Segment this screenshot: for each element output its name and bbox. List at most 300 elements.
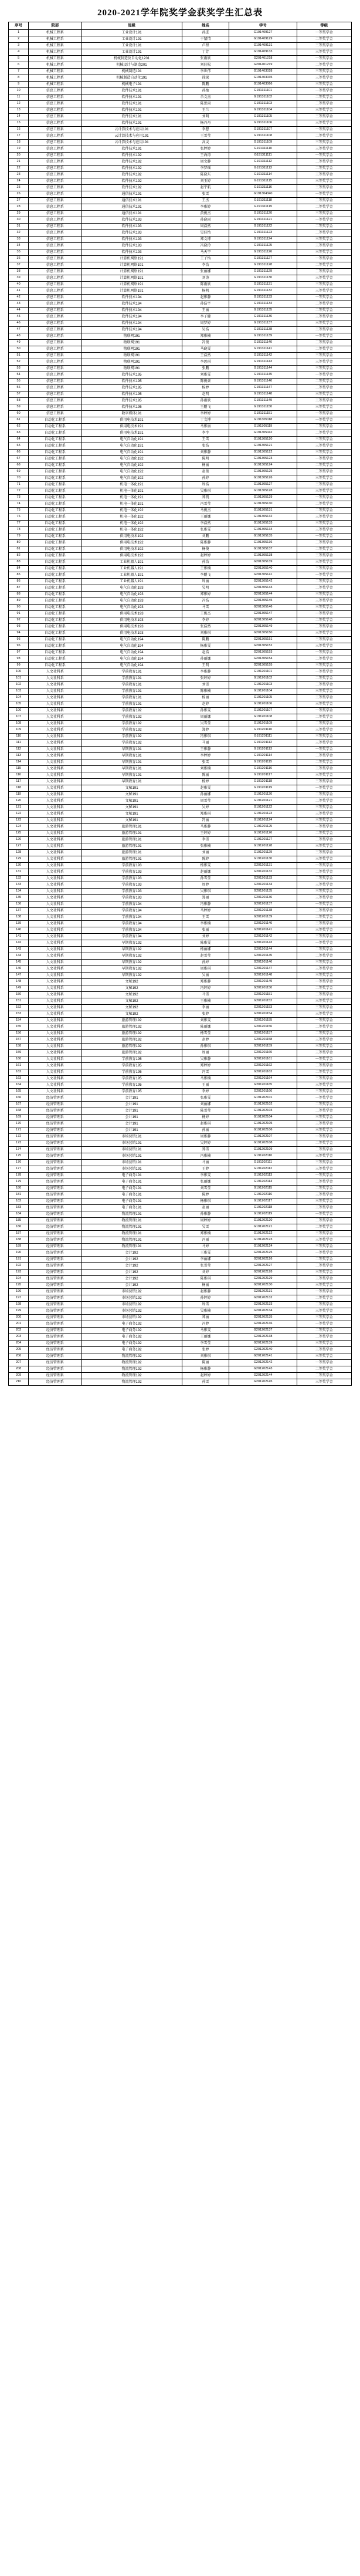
cell-grade: 三等奖学金 — [297, 856, 351, 863]
cell-grade: 三等奖学金 — [297, 882, 351, 889]
cell-class: 软件技术195 — [81, 398, 182, 404]
cell-class: 文秘191 — [81, 785, 182, 792]
cell-name: 王兰 — [182, 107, 229, 114]
table-row — [9, 1257, 352, 1263]
cell-index: 139 — [9, 921, 29, 927]
cell-grade: 三等奖学金 — [297, 1160, 351, 1166]
cell-student-id: G201202131 — [229, 1289, 297, 1295]
cell-class: 市场营销192 — [81, 1289, 182, 1295]
cell-class: 物流管理191 — [81, 1231, 182, 1237]
cell-class: 电气自动化192 — [81, 475, 182, 482]
cell-student-id: G191409129 — [229, 36, 297, 43]
cell-name: 吴雅楠 — [182, 1308, 229, 1315]
cell-name: 周婷婷 — [182, 1218, 229, 1224]
cell-index: 92 — [9, 617, 29, 624]
cell-grade: 二等奖学金 — [297, 721, 351, 727]
table-row — [9, 605, 352, 611]
cell-department: 经济管理系 — [29, 1127, 81, 1134]
cell-student-id: G201201140 — [229, 921, 297, 927]
table-row — [9, 295, 352, 301]
cell-department: 信息工程系 — [29, 282, 81, 288]
cell-student-id: G191305120 — [229, 437, 297, 443]
cell-department: 自动化工程系 — [29, 534, 81, 540]
table-row — [9, 1018, 352, 1024]
cell-name: 郑雅楠 — [182, 1231, 229, 1237]
cell-class: 早期教育192 — [81, 947, 182, 953]
cell-class: 通信技术191 — [81, 204, 182, 211]
cell-name: 孙雨欣 — [182, 398, 229, 404]
cell-class: 供用电技术193 — [81, 617, 182, 624]
cell-index: 149 — [9, 985, 29, 992]
cell-index: 208 — [9, 1366, 29, 1373]
cell-index: 15 — [9, 120, 29, 127]
cell-class: 软件技术191 — [81, 114, 182, 120]
cell-student-id: G201201141 — [229, 927, 297, 934]
cell-index: 86 — [9, 579, 29, 585]
cell-class: 学前教育195 — [81, 1056, 182, 1063]
cell-name: 马雪 — [182, 605, 229, 611]
cell-student-id: G191201109 — [229, 721, 297, 727]
cell-student-id: G191311151 — [229, 411, 297, 417]
cell-student-id: G191202122 — [229, 1231, 297, 1237]
cell-index: 103 — [9, 688, 29, 695]
cell-department: 经济管理系 — [29, 1250, 81, 1257]
cell-department: 人文社科系 — [29, 766, 81, 772]
cell-class: 电子商务191 — [81, 1205, 182, 1211]
cell-department: 人文社科系 — [29, 1044, 81, 1050]
cell-class: 软件技术195 — [81, 385, 182, 391]
cell-class: 软件技术192 — [81, 166, 182, 172]
cell-department: 人文社科系 — [29, 811, 81, 818]
table-row — [9, 372, 352, 379]
table-row — [9, 650, 352, 656]
table-row — [9, 953, 352, 960]
cell-grade: 二等奖学金 — [297, 985, 351, 992]
cell-name: 张雨欣 — [182, 56, 229, 62]
cell-student-id: G191201121 — [229, 798, 297, 805]
cell-student-id: G191311150 — [229, 404, 297, 411]
cell-index: 172 — [9, 1134, 29, 1140]
cell-name: 李宇 — [182, 430, 229, 437]
cell-student-id: G191201104 — [229, 688, 297, 695]
cell-index: 102 — [9, 682, 29, 688]
cell-department: 人文社科系 — [29, 966, 81, 973]
cell-name: 吴浩 — [182, 327, 229, 333]
cell-department: 经济管理系 — [29, 1140, 81, 1147]
cell-department: 信息工程系 — [29, 140, 81, 146]
cell-name: 马晓雯 — [182, 346, 229, 353]
table-row — [9, 153, 352, 159]
cell-name: 王雅楠 — [182, 998, 229, 1005]
cell-class: 学前教育194 — [81, 921, 182, 927]
cell-department: 自动化工程系 — [29, 643, 81, 650]
cell-grade: 一等奖学金 — [297, 979, 351, 985]
table-row — [9, 734, 352, 740]
cell-index: 185 — [9, 1218, 29, 1224]
table-row — [9, 82, 352, 88]
cell-class: 物流管理191 — [81, 1244, 182, 1250]
cell-class: 文秘191 — [81, 798, 182, 805]
cell-index: 106 — [9, 708, 29, 714]
cell-student-id: G191409133 — [229, 49, 297, 56]
cell-student-id: G191202103 — [229, 1108, 297, 1115]
cell-department: 人文社科系 — [29, 869, 81, 876]
cell-class: 工业设计191 — [81, 30, 182, 36]
cell-class: 物流管理192 — [81, 1366, 182, 1373]
cell-index: 58 — [9, 398, 29, 404]
table-row — [9, 1024, 352, 1031]
cell-index: 17 — [9, 133, 29, 140]
cell-class: 文秘192 — [81, 985, 182, 992]
cell-grade: 三等奖学金 — [297, 185, 351, 191]
cell-index: 165 — [9, 1089, 29, 1095]
cell-student-id: G191201117 — [229, 772, 297, 779]
cell-index: 161 — [9, 1063, 29, 1069]
table-row — [9, 1102, 352, 1108]
cell-department: 人文社科系 — [29, 779, 81, 785]
cell-class: 供用电技术193 — [81, 611, 182, 617]
cell-student-id: G191201125 — [229, 824, 297, 830]
scholarship-table — [8, 22, 352, 1386]
cell-student-id: G191201130 — [229, 856, 297, 863]
cell-index: 113 — [9, 753, 29, 759]
cell-grade: 一等奖学金 — [297, 217, 351, 224]
cell-index: 67 — [9, 456, 29, 462]
cell-index: 45 — [9, 314, 29, 320]
cell-grade: 三等奖学金 — [297, 140, 351, 146]
cell-index: 98 — [9, 656, 29, 663]
cell-grade: 三等奖学金 — [297, 1205, 351, 1211]
cell-class: 学前教育191 — [81, 676, 182, 682]
cell-student-id: G191305134 — [229, 527, 297, 534]
cell-name: 张浩 — [182, 443, 229, 450]
cell-class: 学前教育191 — [81, 695, 182, 701]
cell-student-id: G201202137 — [229, 1328, 297, 1334]
cell-department: 经济管理系 — [29, 1263, 81, 1270]
cell-student-id: G191305125 — [229, 469, 297, 475]
cell-class: 计算机网络191 — [81, 262, 182, 269]
cell-class: 学前教育194 — [81, 902, 182, 908]
cell-grade: 二等奖学金 — [297, 1102, 351, 1108]
cell-index: 174 — [9, 1147, 29, 1153]
cell-class: 文秘192 — [81, 1005, 182, 1011]
cell-class: 电气自动化191 — [81, 437, 182, 443]
cell-grade: 三等奖学金 — [297, 475, 351, 482]
cell-index: 169 — [9, 1115, 29, 1121]
cell-grade: 二等奖学金 — [297, 1224, 351, 1231]
cell-department: 经济管理系 — [29, 1153, 81, 1160]
cell-name: 陈鹏 — [182, 82, 229, 88]
cell-name: 杨丽 — [182, 1282, 229, 1289]
cell-grade: 三等奖学金 — [297, 1166, 351, 1173]
cell-department: 经济管理系 — [29, 1366, 81, 1373]
cell-index: 90 — [9, 605, 29, 611]
cell-class: 物联网191 — [81, 340, 182, 346]
cell-department: 信息工程系 — [29, 146, 81, 153]
cell-student-id: G201202134 — [229, 1308, 297, 1315]
cell-department: 信息工程系 — [29, 320, 81, 327]
cell-index: 179 — [9, 1179, 29, 1186]
cell-name: 王俊杰 — [182, 611, 229, 617]
cell-name: 李雅静 — [182, 669, 229, 676]
cell-student-id: G191201113 — [229, 747, 297, 753]
table-row — [9, 1011, 352, 1018]
cell-index: 42 — [9, 295, 29, 301]
cell-index: 53 — [9, 366, 29, 372]
cell-student-id: G191201115 — [229, 759, 297, 766]
table-row — [9, 837, 352, 843]
cell-grade: 一等奖学金 — [297, 534, 351, 540]
cell-student-id: G191311125 — [229, 243, 297, 249]
cell-department: 信息工程系 — [29, 159, 81, 166]
cell-class: 机电一体化192 — [81, 527, 182, 534]
cell-index: 66 — [9, 450, 29, 456]
cell-index: 117 — [9, 779, 29, 785]
cell-name: 吴明 — [182, 585, 229, 592]
cell-department: 机械工程系 — [29, 36, 81, 43]
cell-department: 经济管理系 — [29, 1160, 81, 1166]
cell-student-id: G201201138 — [229, 908, 297, 914]
cell-grade: 三等奖学金 — [297, 960, 351, 966]
cell-department: 经济管理系 — [29, 1218, 81, 1224]
cell-class: 文秘192 — [81, 992, 182, 998]
cell-department: 信息工程系 — [29, 230, 81, 237]
column-header-grade: 等级 — [297, 22, 351, 30]
table-row — [9, 282, 352, 288]
cell-grade: 三等奖学金 — [297, 282, 351, 288]
cell-department: 信息工程系 — [29, 404, 81, 411]
cell-index: 181 — [9, 1192, 29, 1198]
cell-grade: 二等奖学金 — [297, 198, 351, 204]
cell-index: 203 — [9, 1334, 29, 1341]
cell-grade: 三等奖学金 — [297, 404, 351, 411]
cell-grade: 二等奖学金 — [297, 133, 351, 140]
cell-student-id: G191305131 — [229, 508, 297, 514]
cell-department: 信息工程系 — [29, 133, 81, 140]
cell-department: 信息工程系 — [29, 94, 81, 101]
cell-index: 182 — [9, 1198, 29, 1205]
cell-index: 8 — [9, 75, 29, 82]
table-row — [9, 417, 352, 424]
cell-student-id: G191305127 — [229, 482, 297, 488]
cell-department: 信息工程系 — [29, 411, 81, 417]
cell-index: 48 — [9, 333, 29, 340]
table-row — [9, 727, 352, 734]
cell-class: 旅游管理191 — [81, 843, 182, 850]
cell-department: 人文社科系 — [29, 830, 81, 837]
cell-department: 自动化工程系 — [29, 495, 81, 501]
table-row — [9, 656, 352, 663]
cell-department: 信息工程系 — [29, 269, 81, 275]
cell-student-id: G191202109 — [229, 1147, 297, 1153]
cell-grade: 三等奖学金 — [297, 1044, 351, 1050]
cell-class: 旅游管理191 — [81, 824, 182, 830]
cell-index: 202 — [9, 1328, 29, 1334]
cell-index: 200 — [9, 1315, 29, 1321]
table-row — [9, 1121, 352, 1127]
cell-department: 人文社科系 — [29, 953, 81, 960]
cell-grade: 二等奖学金 — [297, 1334, 351, 1341]
cell-department: 经济管理系 — [29, 1302, 81, 1308]
cell-department: 经济管理系 — [29, 1166, 81, 1173]
cell-name: 李雅婷 — [182, 204, 229, 211]
cell-grade: 三等奖学金 — [297, 637, 351, 643]
cell-class: 学前教育195 — [81, 1089, 182, 1095]
cell-name: 吴佳怡 — [182, 230, 229, 237]
cell-student-id: G191311129 — [229, 269, 297, 275]
cell-index: 28 — [9, 204, 29, 211]
cell-student-id: G201305152 — [229, 643, 297, 650]
cell-class: 供用电技术193 — [81, 624, 182, 630]
cell-department: 人文社科系 — [29, 940, 81, 947]
cell-grade: 二等奖学金 — [297, 94, 351, 101]
cell-grade: 三等奖学金 — [297, 527, 351, 534]
table-row — [9, 88, 352, 94]
cell-student-id: G191311127 — [229, 256, 297, 262]
cell-student-id: G191403035 — [229, 75, 297, 82]
cell-department: 自动化工程系 — [29, 437, 81, 443]
table-row — [9, 1263, 352, 1270]
cell-class: 早期教育192 — [81, 973, 182, 979]
cell-student-id: G191311130 — [229, 275, 297, 282]
cell-name: 王雪 — [182, 914, 229, 921]
cell-student-id: G191311147 — [229, 385, 297, 391]
cell-student-id: G201201145 — [229, 953, 297, 960]
cell-class: 学前教育192 — [81, 740, 182, 747]
cell-department: 自动化工程系 — [29, 624, 81, 630]
cell-class: 电子商务191 — [81, 1198, 182, 1205]
cell-student-id: G191305129 — [229, 495, 297, 501]
cell-name: 王丽娜 — [182, 1334, 229, 1341]
table-row — [9, 1295, 352, 1302]
cell-class: 学前教育191 — [81, 688, 182, 695]
cell-student-id: G201201132 — [229, 869, 297, 876]
cell-name: 李世伟 — [182, 69, 229, 75]
cell-name: 李丽 — [182, 1005, 229, 1011]
cell-name: 赵俊 — [182, 469, 229, 475]
cell-student-id: G191311107 — [229, 127, 297, 133]
cell-grade: 三等奖学金 — [297, 1315, 351, 1321]
cell-class: 学前教育191 — [81, 682, 182, 688]
cell-grade: 一等奖学金 — [297, 30, 351, 36]
cell-department: 信息工程系 — [29, 366, 81, 372]
cell-name: 王子怡 — [182, 256, 229, 262]
table-row — [9, 566, 352, 572]
cell-grade: 一等奖学金 — [297, 1321, 351, 1328]
cell-index: 80 — [9, 540, 29, 546]
cell-class: 机械制造及自动化1201 — [81, 56, 182, 62]
cell-student-id: G201201165 — [229, 1082, 297, 1089]
cell-department: 人文社科系 — [29, 908, 81, 914]
cell-index: 198 — [9, 1302, 29, 1308]
cell-grade: 一等奖学金 — [297, 1250, 351, 1257]
cell-student-id: G191201106 — [229, 701, 297, 708]
cell-name: 吴婷 — [182, 805, 229, 811]
cell-index: 78 — [9, 527, 29, 534]
cell-class: 物流管理192 — [81, 1360, 182, 1366]
cell-student-id: G191305122 — [229, 450, 297, 456]
cell-department: 经济管理系 — [29, 1347, 81, 1353]
cell-grade: 三等奖学金 — [297, 120, 351, 127]
cell-grade: 二等奖学金 — [297, 1257, 351, 1263]
cell-student-id: G191201102 — [229, 676, 297, 682]
cell-grade: 一等奖学金 — [297, 127, 351, 133]
cell-index: 107 — [9, 714, 29, 721]
cell-grade: 三等奖学金 — [297, 1082, 351, 1089]
cell-student-id: G201202126 — [229, 1257, 297, 1263]
table-row — [9, 1315, 352, 1321]
cell-grade: 三等奖学金 — [297, 1089, 351, 1095]
cell-name: 孙婷 — [182, 475, 229, 482]
cell-index: 105 — [9, 701, 29, 708]
cell-grade: 一等奖学金 — [297, 495, 351, 501]
cell-name: 张丽娜 — [182, 269, 229, 275]
cell-department: 经济管理系 — [29, 1147, 81, 1153]
cell-student-id: G201202141 — [229, 1353, 297, 1360]
cell-name: 冯雪莹 — [182, 501, 229, 508]
cell-name: 孙雪 — [182, 1379, 229, 1386]
cell-grade: 三等奖学金 — [297, 391, 351, 398]
cell-grade: 二等奖学金 — [297, 508, 351, 514]
table-row — [9, 792, 352, 798]
cell-student-id: G201201157 — [229, 1031, 297, 1037]
table-row — [9, 856, 352, 863]
table-row — [9, 1063, 352, 1069]
table-row — [9, 876, 352, 882]
cell-grade: 二等奖学金 — [297, 1063, 351, 1069]
cell-class: 工业机器人191 — [81, 559, 182, 566]
cell-grade: 一等奖学金 — [297, 456, 351, 462]
cell-grade: 三等奖学金 — [297, 275, 351, 282]
cell-student-id: G201202138 — [229, 1334, 297, 1341]
cell-department: 经济管理系 — [29, 1360, 81, 1366]
cell-class: 电气自动化192 — [81, 469, 182, 475]
cell-index: 114 — [9, 759, 29, 766]
cell-index: 47 — [9, 327, 29, 333]
cell-student-id: G191305128 — [229, 488, 297, 495]
cell-name: 卢程 — [182, 43, 229, 49]
cell-index: 143 — [9, 947, 29, 953]
cell-name: 孙雅静 — [182, 1211, 229, 1218]
cell-index: 44 — [9, 308, 29, 314]
cell-department: 人文社科系 — [29, 1089, 81, 1095]
cell-class: 计算机网络191 — [81, 288, 182, 295]
cell-name: 吴雪莹 — [182, 721, 229, 727]
cell-student-id: G201202144 — [229, 1373, 297, 1379]
cell-grade: 三等奖学金 — [297, 663, 351, 669]
cell-class: 云计算技术与应用191 — [81, 127, 182, 133]
cell-class: 学前教育194 — [81, 927, 182, 934]
table-row — [9, 701, 352, 708]
cell-index: 7 — [9, 69, 29, 75]
table-row — [9, 772, 352, 779]
cell-student-id: G191305132 — [229, 514, 297, 521]
cell-grade: 三等奖学金 — [297, 437, 351, 443]
cell-grade: 三等奖学金 — [297, 701, 351, 708]
cell-class: 软件技术192 — [81, 178, 182, 185]
cell-name: 刘涛 — [182, 275, 229, 282]
cell-name: 杨丽 — [182, 695, 229, 701]
cell-student-id: G201305146 — [229, 605, 297, 611]
cell-index: 46 — [9, 320, 29, 327]
cell-department: 人文社科系 — [29, 785, 81, 792]
cell-grade: 二等奖学金 — [297, 953, 351, 960]
cell-student-id: G191311146 — [229, 379, 297, 385]
table-row — [9, 811, 352, 818]
cell-index: 140 — [9, 927, 29, 934]
cell-index: 52 — [9, 359, 29, 366]
cell-grade: 三等奖学金 — [297, 211, 351, 217]
